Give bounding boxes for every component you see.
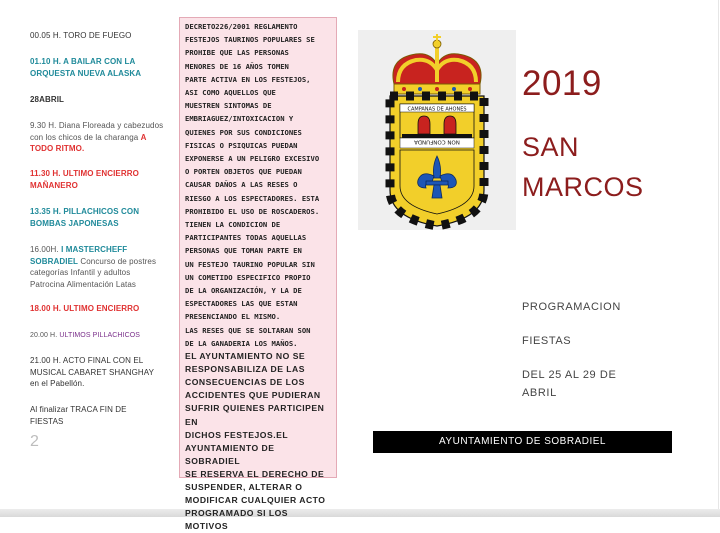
- schedule-text: Al finalizar TRACA FIN DE: [30, 405, 127, 414]
- regulation-line: EXPONERSE A UN PELIGRO EXCESIVO: [185, 154, 320, 164]
- regulation-line: MENORES DE 16 AÑOS TOMEN: [185, 61, 289, 71]
- svg-text:NON CONFUNDA: NON CONFUNDA: [414, 138, 460, 145]
- schedule-text: 01.10 H. A BAILAR CON LA: [30, 57, 136, 66]
- schedule-item: [30, 355, 175, 390]
- festival-title-line2: MARCOS: [522, 172, 644, 202]
- page-bottom-edge: [0, 509, 720, 517]
- schedule-accent: A: [140, 132, 147, 142]
- regulation-line: PARTE ACTIVA EN LOS FESTEJOS,: [185, 74, 311, 84]
- schedule-text: FIESTAS: [30, 416, 64, 426]
- schedule-text: ULTIMOS PILLACHICOS: [59, 332, 141, 339]
- regulation-line: MUESTREN SINTOMAS DE: [185, 101, 272, 111]
- regulation-line: EMBRIAGUEZ/INTOXICACION Y: [185, 114, 294, 124]
- schedule-date: [30, 94, 175, 106]
- schedule-text: Concurso de postres: [80, 256, 157, 266]
- svg-text:CAMPANAS DE AHONES: CAMPANAS DE AHONES: [407, 106, 467, 113]
- schedule-accent: TODO RITMO.: [30, 144, 85, 153]
- schedule-text: en el Pabellón.: [30, 379, 85, 388]
- schedule-item: [30, 206, 175, 229]
- regulation-line: DE LA GANADERIA LOS MAÑOS.: [185, 338, 298, 348]
- schedule-text: Patrocina Alimentación Latas: [30, 279, 136, 289]
- schedule-text: 11.30 H. ULTIMO ENCIERRO: [30, 169, 139, 178]
- program-label: PROGRAMACION: [522, 301, 621, 313]
- schedule-text: 18.00 H. ULTIMO ENCIERRO: [30, 304, 140, 313]
- regulation-line: TIENEN LA CONDICION DE: [185, 220, 281, 230]
- liability-line: ACCIDENTES QUE PUDIERAN: [185, 390, 321, 401]
- schedule-time: 20.00 H.: [30, 332, 58, 339]
- liability-line: AYUNTAMIENTO DE SOBRADIEL: [185, 442, 275, 466]
- liability-line: SUFRIR QUIENES PARTICIPEN EN: [185, 403, 325, 427]
- regulation-line: ASI COMO AQUELLOS QUE: [185, 88, 276, 98]
- regulation-line: UN FESTEJO TAURINO POPULAR SIN: [185, 259, 315, 269]
- schedule-text: 9.30 H. Diana Floreada y cabezudos: [30, 121, 164, 130]
- festival-year: 2019: [522, 64, 602, 103]
- regulation-line: O PORTEN OBJETOS QUE PUEDAN: [185, 167, 302, 177]
- regulation-line: FESTEJOS TAURINOS POPULARES SE: [185, 35, 315, 45]
- program-dates-line1: DEL 25 AL 29 DE: [522, 369, 617, 381]
- regulation-line: PERSONAS QUE TOMAN PARTE EN: [185, 246, 302, 256]
- schedule-highlight: SOBRADIEL: [30, 256, 79, 266]
- schedule-text: ORQUESTA NUEVA ALASKA: [30, 68, 142, 78]
- page-number: 2: [30, 433, 39, 450]
- regulation-line: CAUSAR DAÑOS A LAS RESES O: [185, 180, 298, 190]
- regulation-line: PROHIBIDO EL USO DE ROSCADEROS.: [185, 206, 320, 216]
- liability-line: EL AYUNTAMIENTO NO SE: [185, 351, 306, 362]
- festival-title-line1: SAN: [522, 132, 580, 162]
- schedule-item: [30, 168, 175, 191]
- program-label-2: FIESTAS: [522, 335, 572, 347]
- regulation-line: PRESENCIANDO EL MISMO.: [185, 312, 281, 322]
- coat-of-arms-panel: [358, 30, 516, 230]
- liability-line: SUSPENDER, ALTERAR O: [185, 482, 303, 493]
- schedule-time: 00.05 H.: [30, 31, 62, 40]
- regulation-line: UN COMETIDO ESPECIFICO PROPIO: [185, 272, 311, 282]
- schedule-text: MUSICAL CABARET SHANGHAY: [30, 367, 155, 377]
- schedule-text: 28ABRIL: [30, 95, 65, 104]
- schedule-text: categorías Infantil y adultos: [30, 268, 131, 277]
- regulation-line: DE LA ORGANIZACIÓN, Y LA DE: [185, 286, 302, 296]
- liability-line: PROGRAMADO SI LOS MOTIVOS: [185, 508, 289, 532]
- liability-line: SE RESERVA EL DERECHO DE: [185, 468, 325, 479]
- schedule-item: [30, 120, 175, 155]
- regulation-line: PARTICIPANTES TODAS AQUELLAS: [185, 233, 307, 243]
- liability-line: CONSECUENCIAS DE LOS: [185, 377, 305, 388]
- schedule-text: con los chicos de la charanga: [30, 132, 139, 142]
- regulation-line: LAS RESES QUE SE SOLTARAN SON: [185, 325, 311, 335]
- program-dates: [522, 366, 672, 402]
- regulation-text: [185, 20, 332, 350]
- schedule-item: [30, 30, 175, 42]
- liability-line: MODIFICAR CUALQUIER ACTO: [185, 495, 326, 506]
- regulation-line: QUIENES POR SUS CONDICIONES: [185, 127, 302, 137]
- liability-text: [185, 350, 332, 533]
- regulation-line: RIESGO A LOS ESPECTADORES. ESTA: [185, 193, 320, 203]
- schedule-time: 16.00H.: [30, 245, 59, 254]
- schedule-item: [30, 56, 175, 79]
- regulation-line: PROHIBE QUE LAS PERSONAS: [185, 48, 289, 58]
- regulation-line: DECRETO226/2001 REGLAMENTO: [185, 22, 298, 31]
- coat-of-arms-icon: [358, 30, 516, 230]
- schedule-text: 21.00 H. ACTO FINAL CON EL: [30, 356, 144, 365]
- schedule-item: [30, 404, 175, 427]
- schedule-highlight: I MASTERCHEFF: [61, 245, 128, 254]
- regulation-line: FISICAS O PSIQUICAS PUEDAN: [185, 140, 298, 150]
- schedule-text: TORO DE FUEGO: [63, 31, 132, 40]
- liability-line: RESPONSABILIZA DE LAS: [185, 364, 305, 375]
- liability-line: DICHOS FESTEJOS.EL: [185, 429, 289, 440]
- bullfight-regulation-notice: [179, 17, 337, 532]
- schedule-text: 13.35 H. PILLACHICOS CON: [30, 207, 140, 216]
- schedule-item: [30, 330, 175, 342]
- schedule-item: [30, 244, 175, 290]
- program-dates-line2: ABRIL: [522, 387, 557, 399]
- schedule-text: BOMBAS JAPONESAS: [30, 218, 119, 228]
- schedule-text: MAÑANERO: [30, 180, 78, 190]
- shield-icon: [390, 96, 484, 226]
- schedule-item: [30, 303, 175, 315]
- crown-icon: [393, 34, 481, 94]
- town-hall-banner: AYUNTAMIENTO DE SOBRADIEL: [373, 431, 672, 453]
- regulation-line: ESPECTADORES LAS QUE ESTAN: [185, 299, 298, 309]
